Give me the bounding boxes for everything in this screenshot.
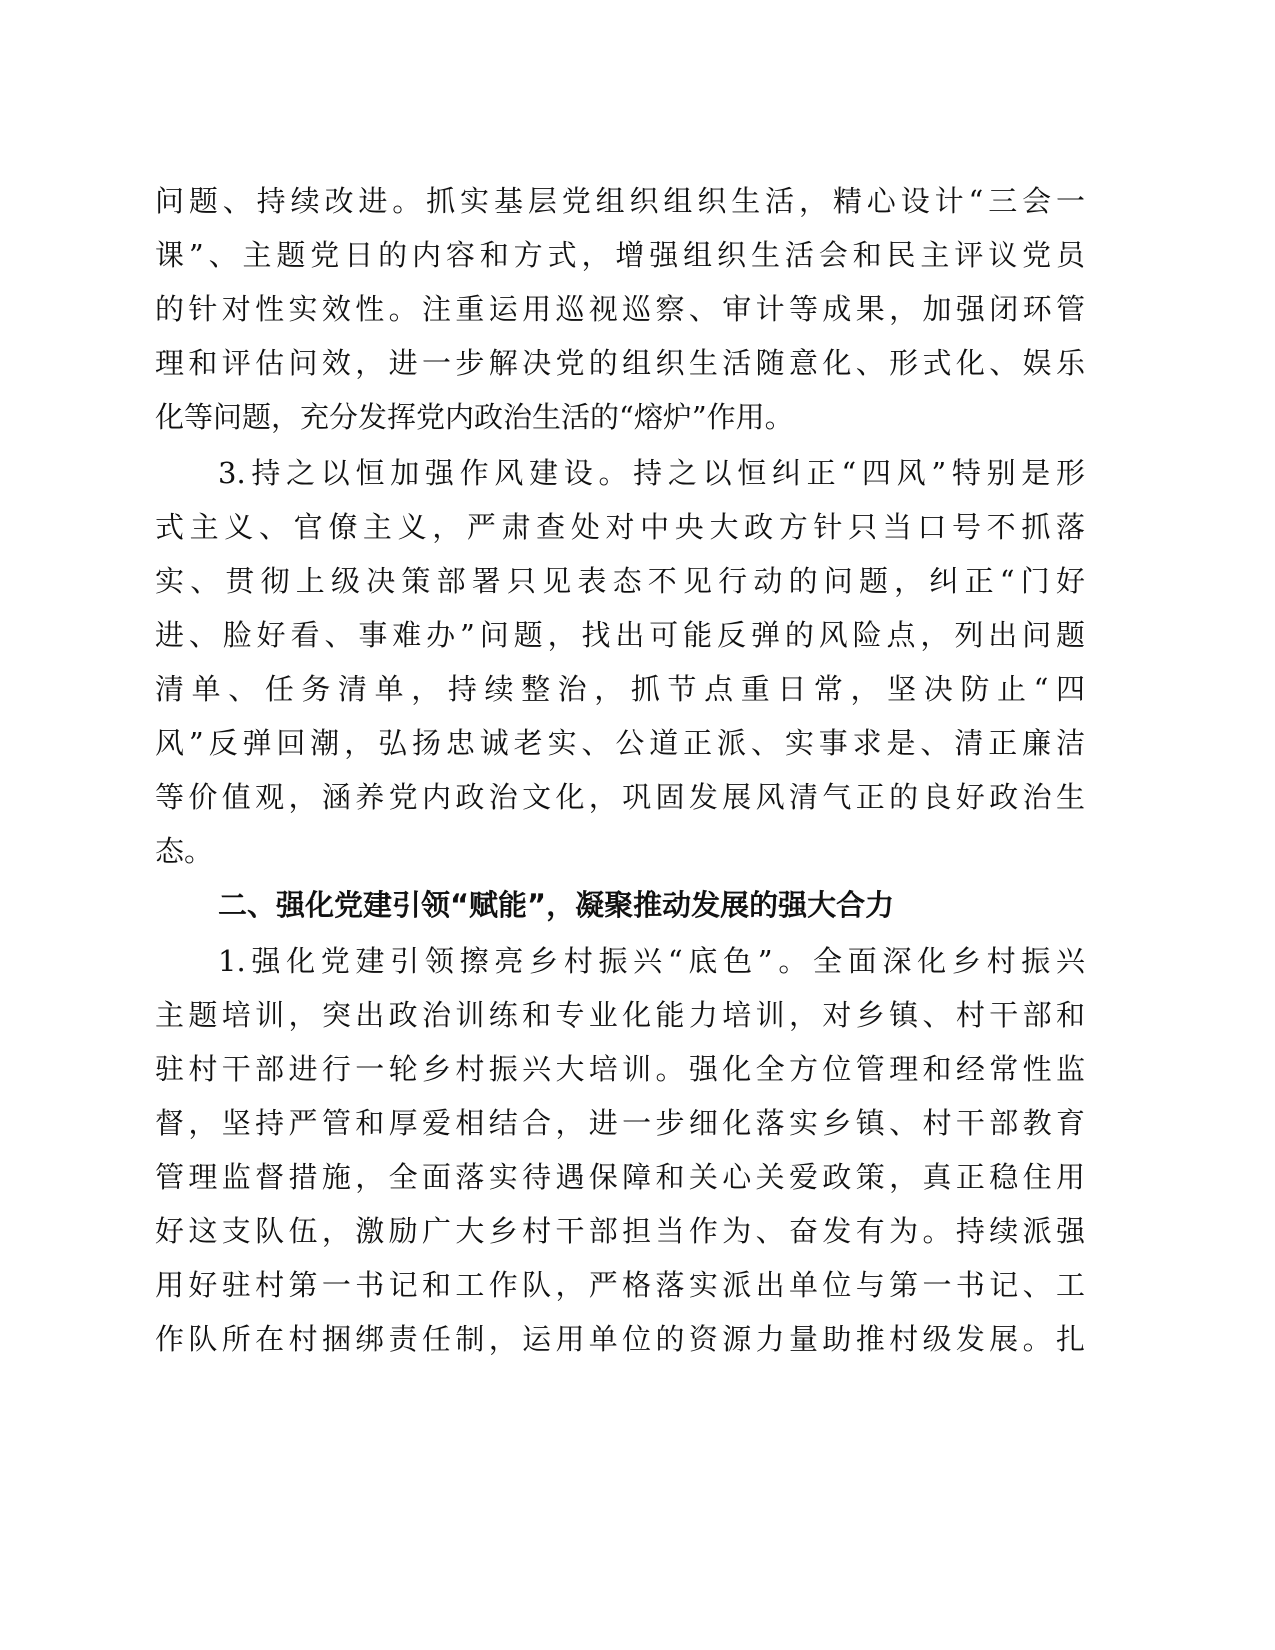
text-line-5: 化等问题，充分发挥党内政治生活的“熔炉”作用。: [155, 400, 794, 434]
text-line-21: 用好驻村第一书记和工作队，严格落实派出单位与第一书记、工: [155, 1268, 1085, 1302]
text-line-8: 实、贯彻上级决策部署只见表态不见行动的问题，纠正“门好: [155, 564, 1085, 598]
text-line-17: 驻村干部进行一轮乡村振兴大培训。强化全方位管理和经常性监: [155, 1052, 1085, 1086]
text-line-18: 督，坚持严管和厚爱相结合，进一步细化落实乡镇、村干部教育: [155, 1106, 1085, 1140]
text-line-4: 理和评估问效，进一步解决党的组织生活随意化、形式化、娱乐: [155, 346, 1085, 380]
section-heading: 二、强化党建引领“赋能”，凝聚推动发展的强大合力: [218, 888, 895, 922]
text-line-16: 主题培训，突出政治训练和专业化能力培训，对乡镇、村干部和: [155, 998, 1085, 1032]
text-line-1: 问题、持续改进。抓实基层党组织组织生活，精心设计“三会一: [155, 184, 1085, 218]
text-line-9: 进、脸好看、事难办”问题，找出可能反弹的风险点，列出问题: [155, 618, 1085, 652]
text-line-13: 态。: [155, 834, 214, 868]
text-line-10: 清单、任务清单，持续整治，抓节点重日常，坚决防止“四: [155, 672, 1085, 706]
text-line-2: 课”、主题党日的内容和方式，增强组织生活会和民主评议党员: [155, 238, 1085, 272]
text-line-12: 等价值观，涵养党内政治文化，巩固发展风清气正的良好政治生: [155, 780, 1085, 814]
text-line-22: 作队所在村捆绑责任制，运用单位的资源力量助推村级发展。扎: [155, 1322, 1085, 1356]
text-line-7: 式主义、官僚主义，严肃查处对中央大政方针只当口号不抓落: [155, 510, 1085, 544]
text-line-20: 好这支队伍，激励广大乡村干部担当作为、奋发有为。持续派强: [155, 1214, 1085, 1248]
text-line-19: 管理监督措施，全面落实待遇保障和关心关爱政策，真正稳住用: [155, 1160, 1085, 1194]
paragraph-3-first-line: 3.持之以恒加强作风建设。持之以恒纠正“四风”特别是形: [218, 456, 1085, 490]
text-line-3: 的针对性实效性。注重运用巡视巡察、审计等成果，加强闭环管: [155, 292, 1085, 326]
paragraph-1-first-line: 1.强化党建引领擦亮乡村振兴“底色”。全面深化乡村振兴: [218, 944, 1085, 978]
text-line-11: 风”反弹回潮，弘扬忠诚老实、公道正派、实事求是、清正廉洁: [155, 726, 1085, 760]
